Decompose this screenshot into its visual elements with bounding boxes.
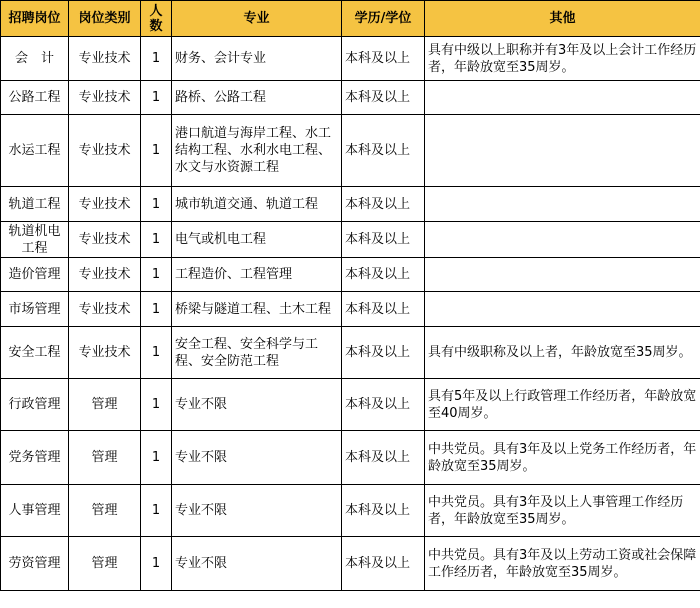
cell-other: 中共党员。具有3年及以上人事管理工作经历者，年龄放宽至35周岁。 xyxy=(425,485,700,537)
cell-category: 管理 xyxy=(69,431,141,485)
cell-count: 1 xyxy=(141,327,172,379)
table-row xyxy=(1,431,700,485)
table-row xyxy=(1,222,700,258)
cell-education: 本科及以上 xyxy=(342,187,425,222)
cell-category: 专业技术 xyxy=(69,292,141,327)
cell-position: 人事管理 xyxy=(1,485,69,537)
cell-category: 专业技术 xyxy=(69,222,141,258)
table-row xyxy=(1,258,700,292)
cell-position: 党务管理 xyxy=(1,431,69,485)
header-count-text: 人数 xyxy=(149,3,163,34)
cell-major: 专业不限 xyxy=(172,431,342,485)
header-category: 岗位类别 xyxy=(69,1,141,37)
cell-major: 专业不限 xyxy=(172,537,342,591)
table-row xyxy=(1,485,700,537)
cell-count: 1 xyxy=(141,485,172,537)
header-major: 专业 xyxy=(172,1,342,37)
cell-position: 水运工程 xyxy=(1,115,69,187)
table-row xyxy=(1,187,700,222)
table-row xyxy=(1,37,700,81)
cell-major: 专业不限 xyxy=(172,379,342,431)
cell-other: 具有5年及以上行政管理工作经历者，年龄放宽至40周岁。 xyxy=(425,379,700,431)
header-other: 其他 xyxy=(425,1,700,37)
cell-other: 中共党员。具有3年及以上党务工作经历者，年龄放宽至35周岁。 xyxy=(425,431,700,485)
cell-major: 城市轨道交通、轨道工程 xyxy=(172,187,342,222)
cell-education: 本科及以上 xyxy=(342,222,425,258)
cell-other xyxy=(425,115,700,187)
cell-education: 本科及以上 xyxy=(342,327,425,379)
cell-count: 1 xyxy=(141,81,172,115)
cell-education: 本科及以上 xyxy=(342,258,425,292)
table-row xyxy=(1,537,700,591)
cell-major: 桥梁与隧道工程、土木工程 xyxy=(172,292,342,327)
cell-other: 具有中级以上职称并有3年及以上会计工作经历者，年龄放宽至35周岁。 xyxy=(425,37,700,81)
table-header-row xyxy=(1,1,700,37)
cell-category: 管理 xyxy=(69,379,141,431)
header-education: 学历/学位 xyxy=(342,1,425,37)
cell-count: 1 xyxy=(141,379,172,431)
cell-category: 专业技术 xyxy=(69,187,141,222)
cell-other xyxy=(425,258,700,292)
cell-position: 市场管理 xyxy=(1,292,69,327)
cell-category: 管理 xyxy=(69,537,141,591)
cell-count: 1 xyxy=(141,537,172,591)
header-position: 招聘岗位 xyxy=(1,1,69,37)
cell-major: 电气或机电工程 xyxy=(172,222,342,258)
cell-count: 1 xyxy=(141,431,172,485)
cell-major: 工程造价、工程管理 xyxy=(172,258,342,292)
cell-position: 会 计 xyxy=(1,37,69,81)
cell-major: 安全工程、安全科学与工程、安全防范工程 xyxy=(172,327,342,379)
cell-education: 本科及以上 xyxy=(342,292,425,327)
cell-category: 专业技术 xyxy=(69,115,141,187)
cell-count: 1 xyxy=(141,292,172,327)
cell-major: 财务、会计专业 xyxy=(172,37,342,81)
cell-position: 行政管理 xyxy=(1,379,69,431)
table-row xyxy=(1,327,700,379)
cell-education: 本科及以上 xyxy=(342,431,425,485)
cell-position: 轨道工程 xyxy=(1,187,69,222)
cell-education: 本科及以上 xyxy=(342,115,425,187)
cell-education: 本科及以上 xyxy=(342,379,425,431)
cell-count: 1 xyxy=(141,37,172,81)
cell-education: 本科及以上 xyxy=(342,37,425,81)
cell-education: 本科及以上 xyxy=(342,81,425,115)
cell-other: 中共党员。具有3年及以上劳动工资或社会保障工作经历者，年龄放宽至35周岁。 xyxy=(425,537,700,591)
cell-category: 专业技术 xyxy=(69,258,141,292)
cell-count: 1 xyxy=(141,115,172,187)
cell-category: 专业技术 xyxy=(69,37,141,81)
cell-major: 路桥、公路工程 xyxy=(172,81,342,115)
table-row xyxy=(1,81,700,115)
cell-position: 轨道机电工程 xyxy=(1,222,69,258)
cell-position: 造价管理 xyxy=(1,258,69,292)
cell-education: 本科及以上 xyxy=(342,485,425,537)
cell-position: 安全工程 xyxy=(1,327,69,379)
cell-major: 专业不限 xyxy=(172,485,342,537)
cell-education: 本科及以上 xyxy=(342,537,425,591)
cell-other: 具有中级职称及以上者，年龄放宽至35周岁。 xyxy=(425,327,700,379)
cell-position: 劳资管理 xyxy=(1,537,69,591)
cell-count: 1 xyxy=(141,222,172,258)
header-count xyxy=(141,1,172,37)
table-row xyxy=(1,115,700,187)
cell-category: 管理 xyxy=(69,485,141,537)
cell-category: 专业技术 xyxy=(69,81,141,115)
table-row xyxy=(1,379,700,431)
cell-count: 1 xyxy=(141,187,172,222)
cell-other xyxy=(425,222,700,258)
cell-other xyxy=(425,187,700,222)
cell-position: 公路工程 xyxy=(1,81,69,115)
cell-major: 港口航道与海岸工程、水工结构工程、水利水电工程、水文与水资源工程 xyxy=(172,115,342,187)
cell-other xyxy=(425,292,700,327)
cell-category: 专业技术 xyxy=(69,327,141,379)
cell-count: 1 xyxy=(141,258,172,292)
table-row xyxy=(1,292,700,327)
cell-other xyxy=(425,81,700,115)
